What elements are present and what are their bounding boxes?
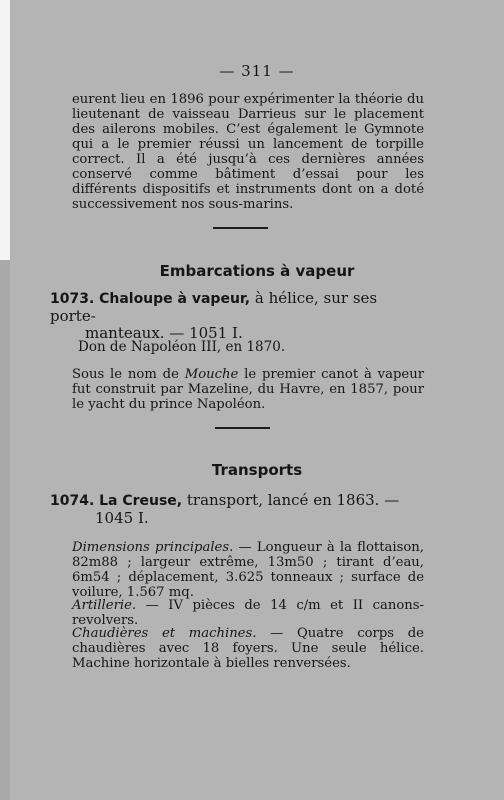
section-heading-embarcations: Embarcations à vapeur [159,262,355,280]
entry-description: transport, lancé en 1863. — [182,491,400,509]
donation-note: Don de Napoléon III, en 1870. [78,339,286,355]
artillery-text: — IV pièces de 14 c/m et II canons-revolvers. [72,598,424,628]
page-number: — 311 — [219,62,295,80]
entry-description-continued: manteaux. — 1051 I. [85,324,243,342]
entry-description: à hélice, sur ses porte- [50,289,378,325]
catalog-entry-1074 [50,492,424,527]
dimensions-paragraph [72,540,424,600]
book-page [10,0,504,800]
entry-description-continued: 1045 I. [95,509,149,527]
left-page-edge [0,0,10,260]
catalog-entry-1073 [50,290,424,342]
machines-paragraph [72,626,424,671]
intro-paragraph: eurent lieu en 1896 pour expérimenter la théorie du lieutenant de vaisseau Darrieus sur le placement des ailerons mobiles. C’est également le Gymnote qui a le premier réussi un lancement de torpille correct. Il a été jusqu’à ces dernières années conservé comme bâtiment d’essai pour les différents dispositifs et instruments dont on a doté successivement nos sous-marins. [72,92,424,212]
machines-text: — Quatre corps de chaudières avec 18 foyers. Une seule hélice. Machine horizontale à bielles renversées. [72,626,424,671]
mouche-name: Mouche [184,367,239,382]
mouche-text-after: le premier canot à vapeur fut construit par Mazeline, du Havre, en 1857, pour le yacht du prince Napoléon. [72,367,424,412]
entry-name: La Creuse, [99,493,183,509]
artillery-label: Artillerie. [72,598,137,613]
mouche-paragraph [72,367,424,412]
section-divider [215,427,270,429]
entry-number: 1073. [50,291,95,307]
dimensions-label: Dimensions principales. [72,540,234,555]
entry-number: 1074. [50,493,95,509]
artillery-paragraph [72,598,424,628]
mouche-text-before: Sous le nom de [72,367,185,382]
entry-name: Chaloupe à vapeur, [99,291,251,307]
section-divider [213,227,268,229]
section-heading-transports: Transports [211,461,303,479]
machines-label: Chaudières et machines. [72,626,257,641]
dimensions-text: — Longueur à la flottaison, 82m88 ; largeur extrême, 13m50 ; tirant d’eau, 6m54 ; déplacement, 3.625 tonneaux ; surface de voilure, 1.567 mq. [72,540,424,600]
